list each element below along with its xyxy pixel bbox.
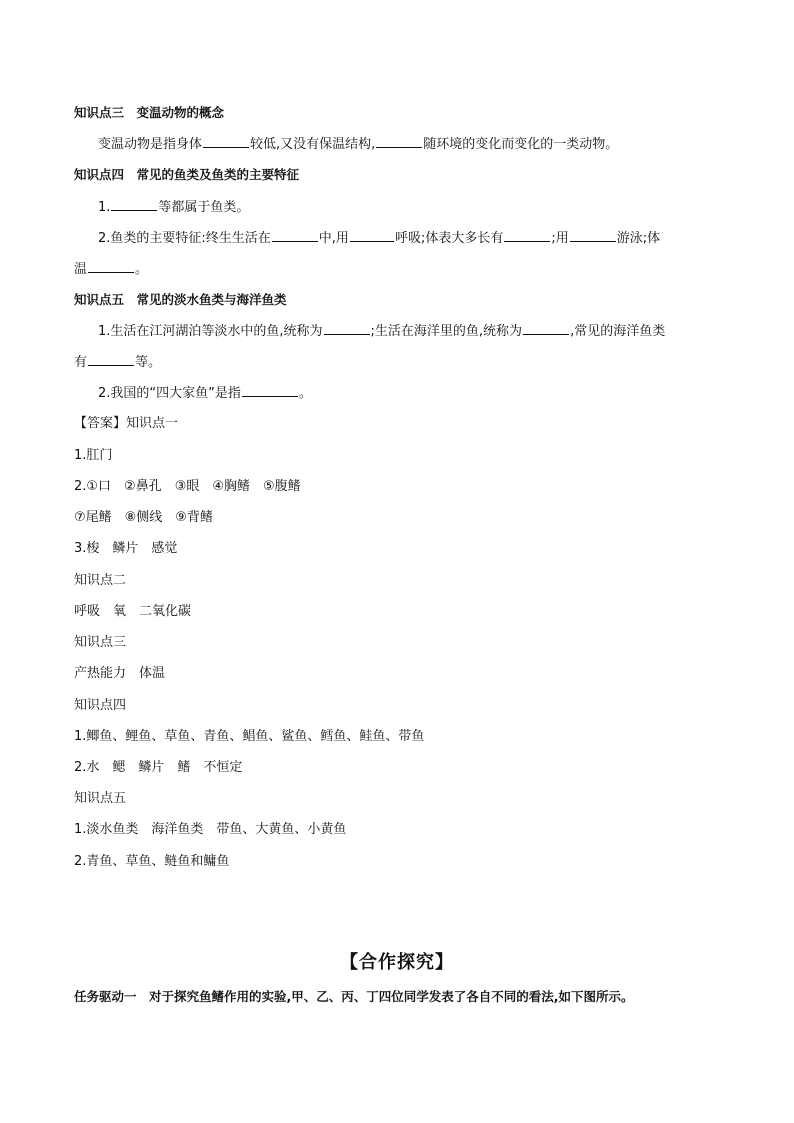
kp3-heading: 知识点三 变温动物的概念 xyxy=(74,105,225,120)
kp5-item2-text-a: 2.我国的“四大家鱼”是指 xyxy=(98,386,241,401)
kp4-item2-text-a: 2.鱼类的主要特征:终生生活在 xyxy=(98,231,271,246)
answer-line: 3.梭 鳞片 感觉 xyxy=(74,541,178,556)
answer-line: 2.①口 ②鼻孔 ③眼 ④胸鳍 ⑤腹鳍 xyxy=(74,479,301,494)
answer-line: 2.青鱼、草鱼、鲢鱼和鳙鱼 xyxy=(74,854,230,869)
answer-line: ⑦尾鳍 ⑧侧线 ⑨背鳍 xyxy=(74,510,213,525)
answer-line: 产热能力 体温 xyxy=(74,666,166,681)
answer-line: 呼吸 氧 二氧化碳 xyxy=(74,604,192,619)
fill-blank xyxy=(570,229,616,242)
fill-blank xyxy=(376,135,422,148)
kp5-item1-text-a: 1.生活在江河湖泊等淡水中的鱼,统称为 xyxy=(98,324,323,339)
kp4-item2-text-d: ;用 xyxy=(551,231,569,246)
kp4-item1-text-b: 等都属于鱼类。 xyxy=(158,200,250,215)
fill-blank xyxy=(523,322,569,335)
kp5-item1-text-b: ;生活在海洋里的鱼,统称为 xyxy=(370,324,523,339)
answer-line: 知识点三 xyxy=(74,635,127,650)
answer-line: 知识点四 xyxy=(74,698,127,713)
fill-blank xyxy=(88,260,134,273)
kp3-text-b: 较低,又没有保温结构, xyxy=(250,137,376,152)
kp5-heading: 知识点五 常见的淡水鱼类与海洋鱼类 xyxy=(74,292,287,307)
fill-blank xyxy=(272,229,318,242)
answer-line: 2.水 鳃 鳞片 鳍 不恒定 xyxy=(74,760,243,775)
kp3-text-c: 随环境的变化而变化的一类动物。 xyxy=(423,137,619,152)
answer-line: 1.淡水鱼类 海洋鱼类 带鱼、大黄鱼、小黄鱼 xyxy=(74,822,347,837)
kp4-heading: 知识点四 常见的鱼类及鱼类的主要特征 xyxy=(74,167,300,182)
kp5-item-2 xyxy=(98,384,312,403)
kp4-item-2 xyxy=(98,229,660,248)
kp4-item2-text-f: 温 xyxy=(74,262,88,277)
kp4-item2-text-c: 呼吸;体表大多长有 xyxy=(394,231,504,246)
fill-blank xyxy=(324,322,370,335)
kp4-item-1 xyxy=(98,198,249,217)
kp4-item1-text-a: 1. xyxy=(98,200,111,215)
kp5-item1-text-c: ,常见的海洋鱼类 xyxy=(570,324,666,339)
task-driver-text: 任务驱动一 对于探究鱼鳍作用的实验,甲、乙、丙、丁四位同学发表了各自不同的看法,如下图所示。 xyxy=(74,989,634,1004)
answer-header: 【答案】知识点一 xyxy=(74,416,179,431)
fill-blank xyxy=(242,384,298,397)
answer-line: 知识点二 xyxy=(74,573,127,588)
kp5-item2-text-b: 。 xyxy=(298,386,312,401)
fill-blank xyxy=(504,229,550,242)
answer-line: 知识点五 xyxy=(74,791,127,806)
kp4-item-2-cont xyxy=(74,260,148,279)
kp4-item2-text-e: 游泳;体 xyxy=(616,231,661,246)
kp3-paragraph xyxy=(98,135,618,154)
kp5-item1-text-e: 等。 xyxy=(135,355,162,370)
answer-line: 1.肛门 xyxy=(74,448,113,463)
fill-blank xyxy=(350,229,394,242)
section-title: 【合作探究】 xyxy=(340,952,454,973)
kp5-item-1 xyxy=(98,322,665,341)
answer-line: 1.鲫鱼、鲤鱼、草鱼、青鱼、鲳鱼、鲨鱼、鳕鱼、鲑鱼、带鱼 xyxy=(74,729,425,744)
fill-blank xyxy=(88,353,134,366)
kp4-item2-text-b: 中,用 xyxy=(318,231,349,246)
kp5-item-1-cont xyxy=(74,353,161,372)
kp5-item1-text-d: 有 xyxy=(74,355,88,370)
kp4-item2-text-g: 。 xyxy=(135,262,149,277)
fill-blank xyxy=(203,135,249,148)
fill-blank xyxy=(111,198,157,211)
kp3-text-a: 变温动物是指身体 xyxy=(98,137,203,152)
